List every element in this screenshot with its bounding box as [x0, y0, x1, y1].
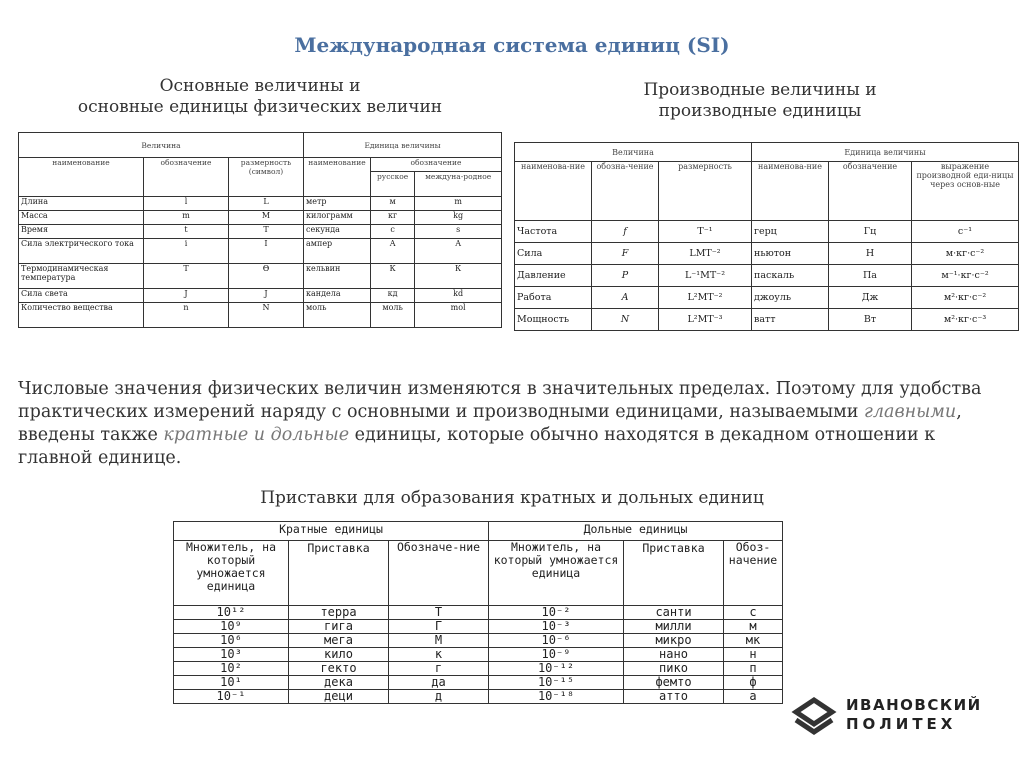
table-cell: моль: [371, 303, 415, 328]
table-cell: кельвин: [304, 264, 371, 289]
column-header: обозначение: [371, 158, 502, 172]
group-header: Кратные единицы: [174, 522, 489, 541]
column-header: наименова-ние: [752, 162, 829, 221]
table-cell: LMT⁻²: [659, 243, 752, 265]
table-cell: мк: [724, 634, 783, 648]
column-header: наименова-ние: [515, 162, 592, 221]
table-cell: м⁻¹·кг·с⁻²: [912, 265, 1019, 287]
table-cell: Частота: [515, 221, 592, 243]
table-row: [515, 287, 1019, 309]
table-cell: P: [592, 265, 659, 287]
derived-heading: [560, 80, 960, 122]
table-row: [515, 309, 1019, 331]
table-cell: Работа: [515, 287, 592, 309]
table-cell: L: [229, 197, 304, 211]
table-row: [19, 303, 502, 328]
table-cell: L⁻¹MT⁻²: [659, 265, 752, 287]
table-cell: м·кг·с⁻²: [912, 243, 1019, 265]
column-header: Приставка: [624, 541, 724, 606]
table-cell: г: [389, 662, 489, 676]
logo-line1: ИВАНОВСКИЙ: [846, 696, 982, 714]
column-header: обозначение: [829, 162, 912, 221]
table-cell: 10⁻¹⁵: [489, 676, 624, 690]
table-cell: н: [724, 648, 783, 662]
basic-heading-line2: основные единицы физических величин: [77, 97, 443, 117]
table-cell: А: [371, 239, 415, 264]
table-cell: К: [415, 264, 502, 289]
table-cell: N: [229, 303, 304, 328]
table-row: [19, 239, 502, 264]
group-header: Величина: [515, 143, 752, 162]
table-cell: с⁻¹: [912, 221, 1019, 243]
derived-units-table: [514, 142, 1019, 331]
table-cell: с: [724, 606, 783, 620]
table-cell: Длина: [19, 197, 144, 211]
column-header: междуна-родное: [415, 172, 502, 197]
table-row: [515, 221, 1019, 243]
table-cell: F: [592, 243, 659, 265]
table-row: [174, 634, 783, 648]
table-cell: L²MT⁻²: [659, 287, 752, 309]
paragraph-text: , введены также: [18, 402, 962, 445]
table-cell: s: [415, 225, 502, 239]
table-cell: гекто: [289, 662, 389, 676]
table-cell: к: [389, 648, 489, 662]
table-cell: t: [144, 225, 229, 239]
intro-paragraph: [18, 378, 1008, 470]
table-row: [19, 264, 502, 289]
table-cell: i: [144, 239, 229, 264]
table-cell: фемто: [624, 676, 724, 690]
basic-units-table: [18, 132, 502, 328]
table-row: [174, 606, 783, 620]
column-header: наименование: [19, 158, 144, 197]
table-cell: f: [592, 221, 659, 243]
table-cell: Гц: [829, 221, 912, 243]
table-row: [174, 690, 783, 704]
column-header: Приставка: [289, 541, 389, 606]
table-cell: Масса: [19, 211, 144, 225]
table-cell: джоуль: [752, 287, 829, 309]
table-cell: нано: [624, 648, 724, 662]
table-cell: T: [229, 225, 304, 239]
table-cell: с: [371, 225, 415, 239]
column-header: размерность (символ): [229, 158, 304, 197]
derived-heading-line1: Производные величины и: [643, 80, 877, 100]
table-cell: кд: [371, 289, 415, 303]
table-row: [19, 197, 502, 211]
basic-heading: [40, 76, 480, 118]
table-cell: ньютон: [752, 243, 829, 265]
table-cell: 10⁻⁹: [489, 648, 624, 662]
university-logo: [790, 690, 1020, 740]
table-cell: Мощность: [515, 309, 592, 331]
group-header: Величина: [19, 133, 304, 158]
group-header: Единица величины: [304, 133, 502, 158]
table-row: [174, 676, 783, 690]
table-cell: секунда: [304, 225, 371, 239]
table-cell: 10⁶: [174, 634, 289, 648]
table-cell: атто: [624, 690, 724, 704]
table-cell: T⁻¹: [659, 221, 752, 243]
logo-mark-icon: [790, 690, 838, 740]
table-cell: kg: [415, 211, 502, 225]
table-cell: 10⁻¹²: [489, 662, 624, 676]
table-cell: Н: [829, 243, 912, 265]
table-cell: 10²: [174, 662, 289, 676]
table-cell: 10¹²: [174, 606, 289, 620]
table-cell: Т: [389, 606, 489, 620]
prefix-table: [173, 521, 783, 704]
derived-heading-line2: производные единицы: [658, 101, 862, 121]
table-cell: А: [415, 239, 502, 264]
table-row: [515, 265, 1019, 287]
column-header: обозна-чение: [592, 162, 659, 221]
table-cell: М: [389, 634, 489, 648]
table-cell: n: [144, 303, 229, 328]
table-cell: Сила: [515, 243, 592, 265]
table-cell: м²·кг·с⁻²: [912, 287, 1019, 309]
table-cell: Сила света: [19, 289, 144, 303]
column-header: Обоз-начение: [724, 541, 783, 606]
column-header: русское: [371, 172, 415, 197]
column-header: Множитель, на который умножается единица: [489, 541, 624, 606]
table-cell: 10⁻¹: [174, 690, 289, 704]
table-cell: Сила электрического тока: [19, 239, 144, 264]
column-header: обозначение: [144, 158, 229, 197]
table-cell: I: [229, 239, 304, 264]
table-cell: герц: [752, 221, 829, 243]
table-cell: паскаль: [752, 265, 829, 287]
table-cell: д: [389, 690, 489, 704]
table-cell: Термодинамическая температура: [19, 264, 144, 289]
table-row: [19, 289, 502, 303]
table-cell: а: [724, 690, 783, 704]
table-cell: микро: [624, 634, 724, 648]
table-cell: J: [229, 289, 304, 303]
table-cell: ватт: [752, 309, 829, 331]
table-row: [19, 225, 502, 239]
page-title: Международная система единиц (SI): [294, 33, 730, 57]
table-cell: A: [592, 287, 659, 309]
table-cell: m: [415, 197, 502, 211]
table-cell: кандела: [304, 289, 371, 303]
table-cell: m: [144, 211, 229, 225]
table-cell: метр: [304, 197, 371, 211]
table-row: [19, 211, 502, 225]
column-header: Обозначе-ние: [389, 541, 489, 606]
paragraph-text: Числовые значения физических величин изменяются в значительных пределах. Поэтому для удобства практических измерений наряду с основными и производными единицами, называемыми: [18, 379, 982, 422]
table-cell: ампер: [304, 239, 371, 264]
table-cell: J: [144, 289, 229, 303]
table-cell: 10⁻¹⁸: [489, 690, 624, 704]
logo-line2: ПОЛИТЕХ: [846, 715, 957, 733]
table-cell: кг: [371, 211, 415, 225]
table-cell: 10¹: [174, 676, 289, 690]
table-cell: Г: [389, 620, 489, 634]
paragraph-text: единицы, которые обычно находятся в декадном отношении к главной единице.: [18, 425, 936, 468]
table-cell: К: [371, 264, 415, 289]
table-cell: kd: [415, 289, 502, 303]
group-header: Единица величины: [752, 143, 1019, 162]
table-cell: п: [724, 662, 783, 676]
table-cell: м²·кг·с⁻³: [912, 309, 1019, 331]
column-header: выражение производной еди-ницы через основ-ные: [912, 162, 1019, 221]
table-cell: Па: [829, 265, 912, 287]
group-header: Дольные единицы: [489, 522, 783, 541]
column-header: размерность: [659, 162, 752, 221]
table-cell: санти: [624, 606, 724, 620]
table-cell: м: [724, 620, 783, 634]
column-header: Множитель, на который умножается единица: [174, 541, 289, 606]
table-cell: Время: [19, 225, 144, 239]
table-row: [515, 243, 1019, 265]
table-cell: 10⁻³: [489, 620, 624, 634]
table-cell: 10⁻⁶: [489, 634, 624, 648]
table-cell: Вт: [829, 309, 912, 331]
table-cell: моль: [304, 303, 371, 328]
table-cell: Давление: [515, 265, 592, 287]
basic-heading-line1: Основные величины и: [159, 76, 361, 96]
table-cell: l: [144, 197, 229, 211]
table-cell: килограмм: [304, 211, 371, 225]
table-cell: да: [389, 676, 489, 690]
table-cell: терра: [289, 606, 389, 620]
table-cell: mol: [415, 303, 502, 328]
table-cell: ф: [724, 676, 783, 690]
table-cell: 10⁻²: [489, 606, 624, 620]
table-cell: M: [229, 211, 304, 225]
table-cell: T: [144, 264, 229, 289]
table-cell: Количество вещества: [19, 303, 144, 328]
table-cell: мега: [289, 634, 389, 648]
table-cell: 10⁹: [174, 620, 289, 634]
table-cell: деци: [289, 690, 389, 704]
paragraph-emphasis: главными: [864, 402, 957, 422]
table-cell: кило: [289, 648, 389, 662]
table-cell: пико: [624, 662, 724, 676]
table-cell: милли: [624, 620, 724, 634]
table-cell: Дж: [829, 287, 912, 309]
table-cell: дека: [289, 676, 389, 690]
paragraph-emphasis: кратные и дольные: [163, 425, 350, 445]
column-header: наименование: [304, 158, 371, 197]
table-cell: гига: [289, 620, 389, 634]
table-row: [174, 620, 783, 634]
table-cell: N: [592, 309, 659, 331]
table-cell: L²MT⁻³: [659, 309, 752, 331]
table-cell: м: [371, 197, 415, 211]
prefix-heading: Приставки для образования кратных и дольных единиц: [260, 488, 764, 508]
table-row: [174, 662, 783, 676]
table-cell: Θ: [229, 264, 304, 289]
table-row: [174, 648, 783, 662]
table-cell: 10³: [174, 648, 289, 662]
